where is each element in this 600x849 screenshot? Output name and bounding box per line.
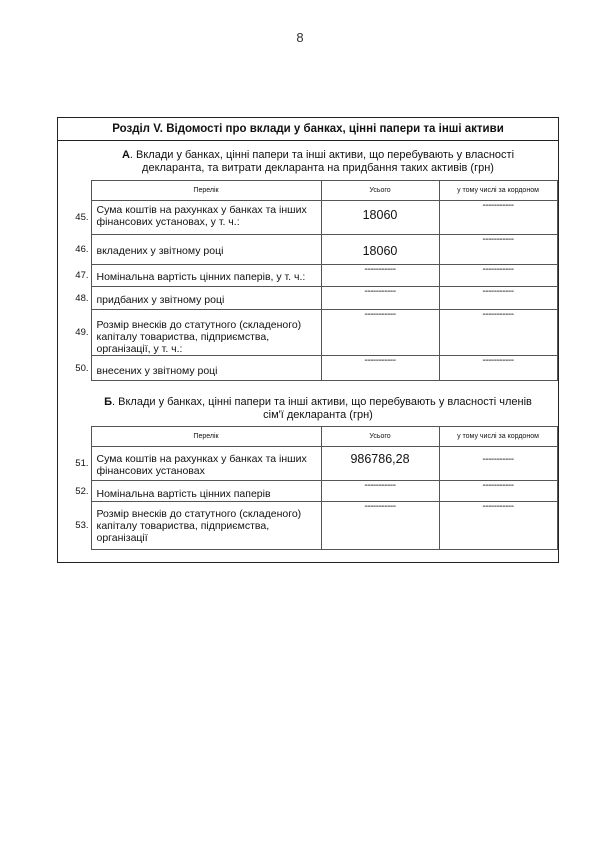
row-label: придбаних у звітному році bbox=[91, 287, 321, 310]
row-total: 18060 bbox=[321, 201, 439, 235]
row-number: 52. bbox=[71, 481, 91, 502]
table-row bbox=[71, 502, 557, 550]
part-a-header-row bbox=[71, 181, 557, 201]
row-total: ----------- bbox=[321, 356, 439, 381]
row-label: Сума коштів на рахунках у банках та інших фінансових установах, у т. ч.: bbox=[91, 201, 321, 235]
table-row bbox=[71, 356, 557, 381]
section-title: Розділ V. Відомості про вклади у банках, цінні папери та інші активи bbox=[58, 118, 558, 141]
declaration-section-v bbox=[57, 117, 559, 563]
row-abroad: ----------- bbox=[439, 481, 557, 502]
row-total: ----------- bbox=[321, 310, 439, 356]
table-row bbox=[71, 287, 557, 310]
row-label: Розмір внесків до статутного (складеного) капіталу товариства, підприємства, організації bbox=[91, 502, 321, 550]
part-b-header-total: Усього bbox=[321, 427, 439, 447]
part-a-title bbox=[98, 149, 538, 175]
part-a-header-item: Перелік bbox=[91, 181, 321, 201]
part-a-letter: А bbox=[121, 149, 130, 161]
row-abroad: ----------- bbox=[439, 447, 557, 481]
part-b-header-row bbox=[71, 427, 557, 447]
part-a-header-abroad: у тому числі за кордоном bbox=[439, 181, 557, 201]
row-abroad: ----------- bbox=[439, 265, 557, 287]
row-total: ----------- bbox=[321, 265, 439, 287]
row-total: ----------- bbox=[321, 502, 439, 550]
row-label: Розмір внесків до статутного (складеного) капіталу товариства, підприємства, організації, у т. ч.: bbox=[91, 310, 321, 356]
part-b-header-item: Перелік bbox=[91, 427, 321, 447]
page-number: 8 bbox=[296, 30, 304, 45]
row-number: 45. bbox=[71, 201, 91, 235]
part-b-table bbox=[71, 426, 558, 550]
part-b-header-abroad: у тому числі за кордоном bbox=[439, 427, 557, 447]
row-number: 49. bbox=[71, 310, 91, 356]
part-a-header-total: Усього bbox=[321, 181, 439, 201]
row-abroad: ----------- bbox=[439, 502, 557, 550]
part-a-title-text: . Вклади у банках, цінні папери та інші активи, що перебувають у власності декларанта, та витрати декларанта на придбання таких активів (грн) bbox=[129, 149, 515, 174]
part-b-letter: Б bbox=[104, 396, 113, 408]
row-label: Номінальна вартість цінних паперів bbox=[91, 481, 321, 502]
row-abroad: ----------- bbox=[439, 310, 557, 356]
table-row bbox=[71, 265, 557, 287]
part-b-title-text: . Вклади у банках, цінні папери та інші активи, що перебувають у власності членів сім'ї декларанта (грн) bbox=[112, 396, 532, 421]
row-label: Номінальна вартість цінних паперів, у т. ч.: bbox=[91, 265, 321, 287]
row-total: 18060 bbox=[321, 235, 439, 265]
row-total: ----------- bbox=[321, 481, 439, 502]
row-number: 50. bbox=[71, 356, 91, 381]
row-abroad: ----------- bbox=[439, 235, 557, 265]
row-number: 51. bbox=[71, 447, 91, 481]
row-number: 53. bbox=[71, 502, 91, 550]
table-row bbox=[71, 481, 557, 502]
table-row bbox=[71, 310, 557, 356]
row-total: ----------- bbox=[321, 287, 439, 310]
part-a-table bbox=[71, 180, 558, 381]
table-row bbox=[71, 447, 557, 481]
part-b-title bbox=[98, 396, 538, 422]
row-total: 986786,28 bbox=[321, 447, 439, 481]
row-number: 48. bbox=[71, 287, 91, 310]
row-label: вкладених у звітному році bbox=[91, 235, 321, 265]
row-label: внесених у звітному році bbox=[91, 356, 321, 381]
row-abroad: ----------- bbox=[439, 201, 557, 235]
row-number: 47. bbox=[71, 265, 91, 287]
row-label: Сума коштів на рахунках у банках та інших фінансових установах bbox=[91, 447, 321, 481]
table-row bbox=[71, 201, 557, 235]
row-abroad: ----------- bbox=[439, 356, 557, 381]
row-abroad: ----------- bbox=[439, 287, 557, 310]
table-row bbox=[71, 235, 557, 265]
row-number: 46. bbox=[71, 235, 91, 265]
